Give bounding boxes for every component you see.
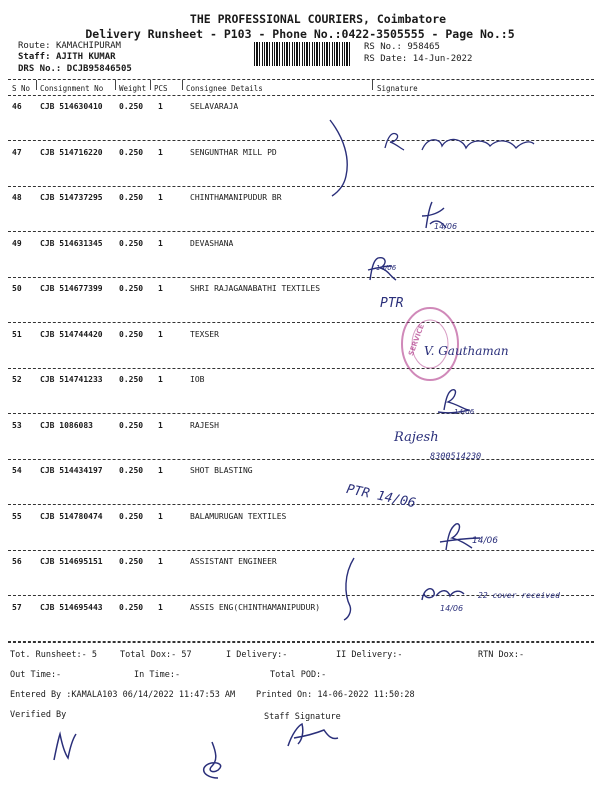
- row-consignment: CJB 514741233: [40, 375, 103, 384]
- row-sno: 54: [12, 466, 22, 475]
- row-weight: 0.250: [119, 603, 144, 612]
- signature-date-49: 14/06: [376, 264, 397, 272]
- staff-line: [18, 52, 116, 62]
- header-top-rule: [8, 79, 594, 80]
- handwritten-signature-47: [382, 126, 552, 160]
- row-sno: 50: [12, 284, 22, 293]
- bracket-mark-56-57: [340, 556, 364, 626]
- signature-name-51: V. Gauthaman: [424, 344, 509, 358]
- row-pcs: 1: [158, 330, 163, 339]
- row-pcs: 1: [158, 102, 163, 111]
- row-consignee: BALAMURUGAN TEXTILES: [190, 512, 287, 521]
- rs-no-label: RS No.:: [364, 42, 402, 52]
- rs-date-label: RS Date:: [364, 54, 408, 64]
- i-delivery: I Delivery:-: [226, 650, 288, 660]
- printed-on: Printed On: 14-06-2022 11:50:28: [256, 690, 415, 700]
- row-separator: [8, 550, 594, 551]
- row-sno: 55: [12, 512, 22, 521]
- row-pcs: 1: [158, 148, 163, 157]
- row-consignee: SHRI RAJAGANABATHI TEXTILES: [190, 284, 321, 293]
- entered-by: Entered By :KAMALA103 06/14/2022 11:47:53 AM: [10, 690, 236, 700]
- stamp-text: SERVICE: [407, 323, 427, 357]
- rs-date-line: [364, 54, 472, 64]
- row-weight: 0.250: [119, 512, 144, 521]
- row-weight: 0.250: [119, 193, 144, 202]
- row-consignee: ASSIS ENG(CHINTHAMANIPUDUR): [190, 603, 321, 612]
- row-consignee: RAJESH: [190, 421, 219, 430]
- row-consignment: CJB 514677399: [40, 284, 103, 293]
- signature-name-53: Rajesh: [394, 430, 439, 445]
- signature-initials-54: PTR 14/06: [344, 482, 417, 512]
- row-weight: 0.250: [119, 557, 144, 566]
- verified-by-label: Verified By: [10, 710, 67, 720]
- rtn-dox: RTN Dox:-: [478, 650, 525, 660]
- row-consignment: CJB 514631345: [40, 239, 103, 248]
- row-separator: [8, 504, 594, 505]
- row-consignment: CJB 514780474: [40, 512, 103, 521]
- row-consignment: CJB 514695443: [40, 603, 103, 612]
- row-pcs: 1: [158, 603, 163, 612]
- signature-initials-50: PTR: [380, 296, 404, 311]
- company-name: THE PROFESSIONAL COURIERS, Coimbatore: [189, 12, 447, 26]
- row-weight: 0.250: [119, 466, 144, 475]
- footer-rule: [8, 642, 594, 643]
- total-pod: Total POD:-: [270, 670, 327, 680]
- signature-phone-53: 8300514230: [430, 452, 482, 462]
- runsheet-title: Delivery Runsheet - P103 - Phone No.:0422-3505555 - Page No.:5: [85, 27, 515, 41]
- col-consignment: Consignment No: [40, 84, 104, 93]
- row-consignment: CJB 514716220: [40, 148, 103, 157]
- row-sno: 46: [12, 102, 22, 111]
- row-consignee: TEXSER: [190, 330, 219, 339]
- row-consignee: SHOT BLASTING: [190, 466, 253, 475]
- handwritten-signature-49: [366, 254, 406, 290]
- col-pcs: PCS: [154, 84, 168, 93]
- row-pcs: 1: [158, 375, 163, 384]
- second-signature: [198, 738, 234, 786]
- row-weight: 0.250: [119, 284, 144, 293]
- row-pcs: 1: [158, 239, 163, 248]
- row-sno: 51: [12, 330, 22, 339]
- row-sno: 57: [12, 603, 22, 612]
- row-separator: [8, 277, 594, 278]
- row-sno: 47: [12, 148, 22, 157]
- handwritten-signature-57: [418, 580, 478, 614]
- row-sno: 53: [12, 421, 22, 430]
- col-divider: [36, 80, 37, 90]
- rs-no-value: 958465: [407, 42, 440, 52]
- row-consignment: CJB 514695151: [40, 557, 103, 566]
- handwritten-signature-48: [420, 198, 470, 244]
- rs-no-line: [364, 42, 440, 52]
- row-separator: [8, 368, 594, 369]
- tot-runsheet: Tot. Runsheet:- 5: [10, 650, 97, 660]
- col-divider: [115, 80, 116, 90]
- row-separator: [8, 413, 594, 414]
- signature-date-52: 14/06: [454, 408, 475, 416]
- row-consignment: CJB 514737295: [40, 193, 103, 202]
- row-consignment: CJB 514744420: [40, 330, 103, 339]
- barcode: [254, 42, 350, 66]
- row-consignee: CHINTHAMANIPUDUR BR: [190, 193, 282, 202]
- row-pcs: 1: [158, 466, 163, 475]
- drs-label: DRS No.:: [18, 64, 62, 74]
- verifier-signature: [50, 730, 80, 768]
- total-dox: Total Dox:- 57: [120, 650, 192, 660]
- row-weight: 0.250: [119, 148, 144, 157]
- signature-date-55: 14/06: [472, 536, 498, 546]
- row-separator: [8, 459, 594, 460]
- row-pcs: 1: [158, 193, 163, 202]
- signature-date-57: 14/06: [440, 604, 464, 613]
- signature-date-48: 14/06: [434, 222, 458, 231]
- col-divider: [182, 80, 183, 90]
- col-weight: Weight: [119, 84, 147, 93]
- col-divider: [372, 80, 373, 90]
- col-consignee: Consignee Details: [186, 84, 263, 93]
- row-separator: [8, 322, 594, 323]
- row-pcs: 1: [158, 557, 163, 566]
- route-line: [18, 41, 121, 51]
- staff-signature: [284, 720, 344, 756]
- rs-date-value: 14-Jun-2022: [412, 54, 473, 64]
- bracket-mark-46-47: [326, 118, 356, 202]
- staff-value: AJITH KUMAR: [55, 52, 116, 62]
- drs-line: [18, 64, 132, 74]
- row-sno: 52: [12, 375, 22, 384]
- row-weight: 0.250: [119, 239, 144, 248]
- delivery-note-57: 22 cover received: [478, 591, 560, 600]
- row-sno: 49: [12, 239, 22, 248]
- row-weight: 0.250: [119, 375, 144, 384]
- row-consignee: ASSISTANT ENGINEER: [190, 557, 277, 566]
- row-consignment: CJB 514434197: [40, 466, 103, 475]
- out-time: Out Time:-: [10, 670, 62, 680]
- signature-text-47: [382, 126, 388, 127]
- drs-value: DCJB95846505: [66, 64, 132, 74]
- col-sno: S No: [12, 84, 31, 93]
- ii-delivery: II Delivery:-: [336, 650, 403, 660]
- row-pcs: 1: [158, 284, 163, 293]
- col-divider: [150, 80, 151, 90]
- row-weight: 0.250: [119, 102, 144, 111]
- row-weight: 0.250: [119, 330, 144, 339]
- row-sno: 56: [12, 557, 22, 566]
- col-signature: Signature: [377, 84, 418, 93]
- row-consignee: SENGUNTHAR MILL PD: [190, 148, 277, 157]
- row-separator: [8, 186, 594, 187]
- header-bottom-rule: [8, 95, 594, 96]
- row-consignment: CJB 1086083: [40, 421, 93, 430]
- row-separator: [8, 231, 594, 232]
- route-label: Route:: [18, 41, 51, 51]
- row-consignee: SELAVARAJA: [190, 102, 239, 111]
- row-pcs: 1: [158, 421, 163, 430]
- route-value: KAMACHIPURAM: [55, 41, 121, 51]
- row-pcs: 1: [158, 512, 163, 521]
- row-sno: 48: [12, 193, 22, 202]
- row-consignee: IOB: [190, 375, 205, 384]
- in-time: In Time:-: [134, 670, 181, 680]
- row-consignee: DEVASHANA: [190, 239, 234, 248]
- staff-signature-label: Staff Signature: [264, 712, 341, 722]
- row-consignment: CJB 514630410: [40, 102, 103, 111]
- staff-label: Staff:: [18, 52, 51, 62]
- handwritten-signature-52: [436, 386, 476, 426]
- row-weight: 0.250: [119, 421, 144, 430]
- handwritten-signature-55: [436, 520, 506, 564]
